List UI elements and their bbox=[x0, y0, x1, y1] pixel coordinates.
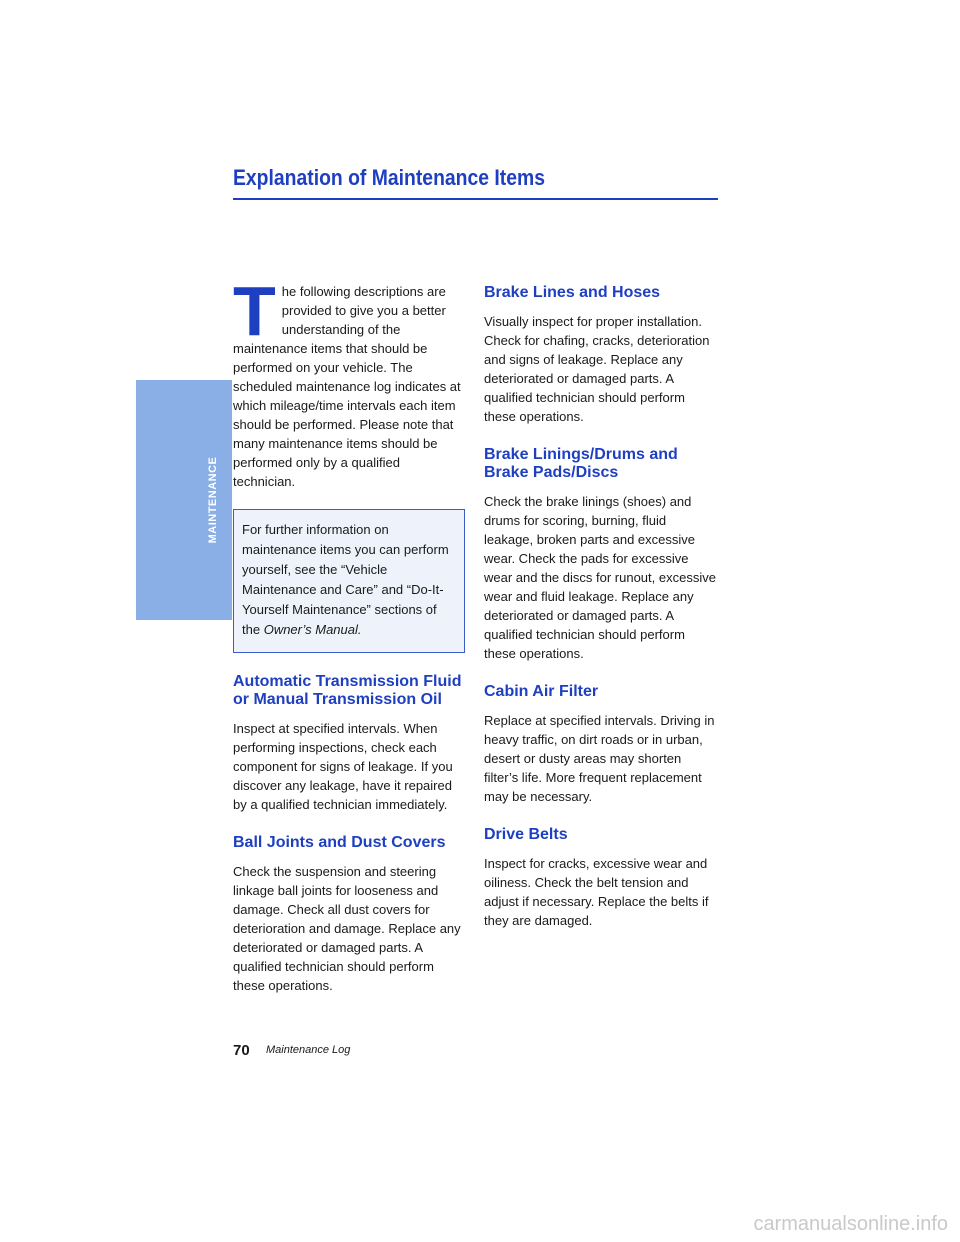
section-heading: Brake Linings/Drums and Brake Pads/Discs bbox=[484, 446, 678, 481]
page-title: Explanation of Maintenance Items bbox=[233, 165, 545, 190]
intro-text: he following descriptions are provided to give you a better understanding of the maintenance items that should be performed on your vehicle. The scheduled maintenance log indicates at which mileage/time intervals each item should be performed. Please note that many maintenance items should be performed only by a qualified technician. bbox=[233, 284, 461, 489]
left-column bbox=[233, 272, 465, 995]
note-text: For further information on maintenance items you can perform yourself, see the “Vehicle Maintenance and Care” and “Do-It-Yourself Maintenance” sections of the bbox=[242, 522, 449, 637]
right-column bbox=[484, 282, 716, 930]
section-body: Check the brake linings (shoes) and drums for scoring, burning, fluid leakage, broken parts and excessive wear. Check the pads for excessive wear and the discs for runout, excessive wear and fluid leakage. Replace any deteriorated or damaged parts. A qualified technician should perform these operations. bbox=[484, 494, 716, 661]
section-body: Replace at specified intervals. Driving in heavy traffic, on dirt roads or in urban, desert or dusty areas may shorten filter’s life. More frequent replacement may be necessary. bbox=[484, 713, 715, 804]
section-heading: Cabin Air Filter bbox=[484, 683, 599, 700]
section-heading: Ball Joints and Dust Covers bbox=[233, 834, 446, 851]
intro-paragraph bbox=[233, 272, 465, 491]
drop-cap: T bbox=[233, 272, 276, 350]
section-body: Check the suspension and steering linkage ball joints for looseness and damage. Check all dust covers for deterioration and damage. Replace any deteriorated or damaged parts. A qualified technician should perform these operations. bbox=[233, 864, 461, 993]
section-heading: Brake Lines and Hoses bbox=[484, 284, 661, 301]
footer-label: Maintenance Log bbox=[266, 1044, 351, 1056]
section-body: Inspect at specified intervals. When performing inspections, check each component for signs of leakage. If you discover any leakage, have it repaired by a qualified technician immediately. bbox=[233, 721, 453, 812]
watermark-site[interactable]: carmanualsonline.info bbox=[753, 1213, 948, 1235]
section-body: Inspect for cracks, excessive wear and oiliness. Check the belt tension and adjust if necessary. Replace the belts if they are damaged. bbox=[484, 856, 709, 928]
side-tab-label: MAINTENANCE bbox=[207, 456, 219, 544]
note-box bbox=[233, 509, 465, 653]
section-heading: Automatic Transmission Fluid or Manual Transmission Oil bbox=[233, 673, 462, 708]
section-heading: Drive Belts bbox=[484, 826, 568, 843]
title-rule bbox=[233, 198, 718, 200]
section-body: Visually inspect for proper installation. Check for chafing, cracks, deterioration and signs of leakage. Replace any deteriorated or damaged parts. A qualified technician should perform these operations. bbox=[484, 314, 710, 424]
page-number: 70 bbox=[233, 1042, 250, 1059]
note-emphasis: Owner’s Manual. bbox=[263, 622, 362, 637]
